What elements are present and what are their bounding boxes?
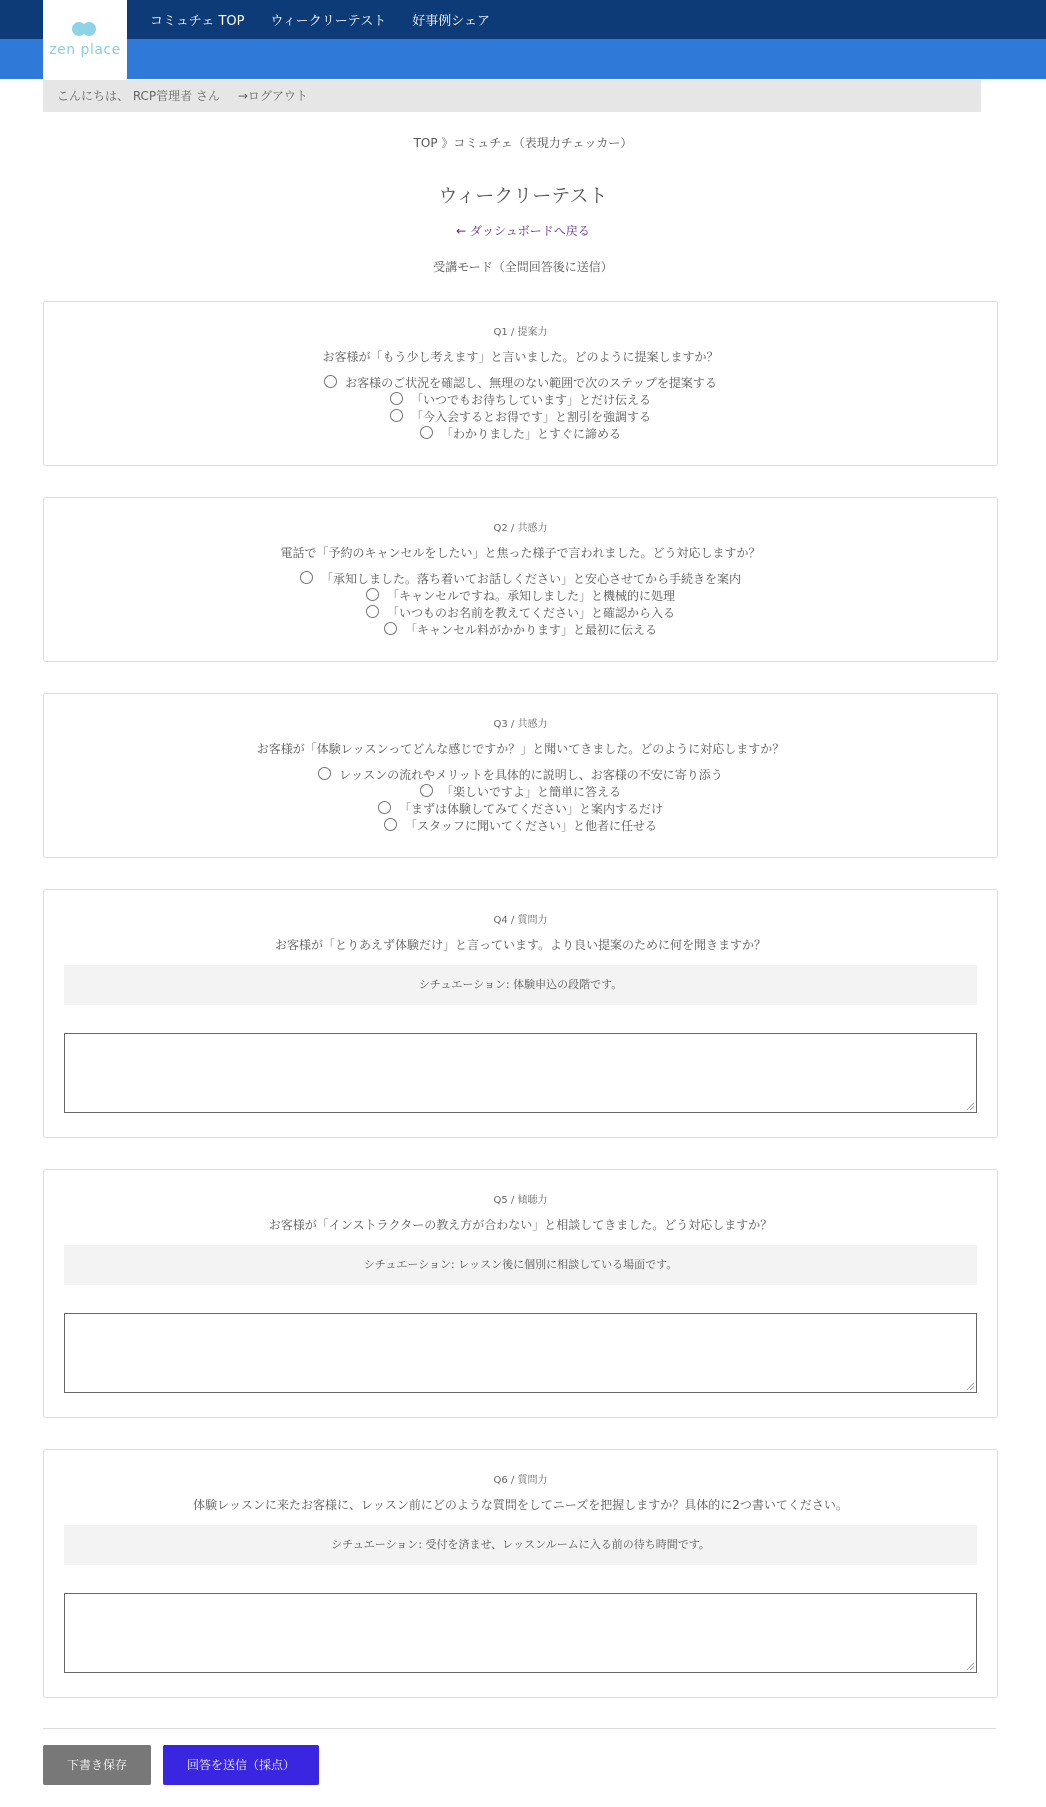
question-card-q4 (43, 889, 998, 1138)
question-label: Q2 / 共感力 (493, 523, 548, 534)
question-label: Q3 / 共感力 (493, 719, 548, 730)
sub-nav-bar (0, 39, 1046, 79)
logo-text: zen place (49, 42, 121, 58)
radio-icon[interactable] (420, 784, 433, 797)
nav-commuche-top[interactable]: コミュチェ TOP (150, 14, 245, 29)
greeting-text: こんにちは、 RCP管理者 さん (57, 89, 220, 103)
radio-icon[interactable] (300, 571, 313, 584)
back-to-dashboard-link[interactable]: ← ダッシュボードへ戻る (456, 224, 590, 238)
radio-icon[interactable] (384, 818, 397, 831)
question-text: お客様が「もう少し考えます」と言いました。どのように提案しますか？ (322, 350, 719, 364)
resize-handle-icon[interactable] (967, 1663, 974, 1670)
option-radio[interactable]: 「承知しました。落ち着いてお話しください」と安心させてから手続きを案内 (44, 571, 997, 588)
page-title: ウィークリーテスト (438, 185, 608, 207)
option-radio[interactable]: 「楽しいですよ」と簡単に答える (44, 784, 997, 801)
option-radio[interactable]: 「いつでもお待ちしています」とだけ伝える (44, 392, 997, 409)
radio-icon[interactable] (378, 801, 391, 814)
question-label: Q1 / 提案力 (493, 327, 548, 338)
radio-icon[interactable] (318, 767, 331, 780)
resize-handle-icon[interactable] (967, 1103, 974, 1110)
question-text: お客様が「体験レッスンってどんな感じですか？」と聞いてきました。どのように対応しますか？ (256, 742, 785, 756)
option-radio[interactable]: お客様のご状況を確認し、無理のない範囲で次のステップを提案する (44, 375, 997, 392)
greeting-bar (43, 80, 981, 112)
breadcrumb: TOP 》コミュチェ（表現力チェッカー） (413, 136, 633, 150)
option-radio[interactable]: 「わかりました」とすぐに諦める (44, 426, 997, 443)
radio-icon[interactable] (390, 392, 403, 405)
logo[interactable] (43, 0, 127, 79)
logout-link[interactable]: →ログアウト (237, 89, 308, 103)
mode-text: 受講モード（全問回答後に送信） (433, 260, 613, 274)
answer-textarea[interactable] (64, 1033, 977, 1113)
question-card-q6 (43, 1449, 998, 1698)
option-radio[interactable]: 「キャンセル料がかかります」と最初に伝える (44, 622, 997, 639)
question-text: 体験レッスンに来たお客様に、レッスン前にどのような質問をしてニーズを把握しますか？具体的に2つ書いてください。 (193, 1498, 848, 1512)
radio-icon[interactable] (366, 605, 379, 618)
question-label: Q6 / 質問力 (493, 1475, 548, 1486)
option-radio[interactable]: 「キャンセルですね。承知しました」と機械的に処理 (44, 588, 997, 605)
question-card-q3 (43, 693, 998, 858)
situation-box: シチュエーション: レッスン後に個別に相談している場面です。 (64, 1245, 977, 1285)
question-text: お客様が「インストラクターの教え方が合わない」と相談してきました。どう対応しますか？ (268, 1218, 773, 1232)
nav-weekly-test[interactable]: ウィークリーテスト (270, 14, 387, 29)
nav-good-practice-share[interactable]: 好事例シェア (412, 14, 490, 29)
option-radio[interactable]: 「スタッフに聞いてください」と他者に任せる (44, 818, 997, 835)
question-label: Q4 / 質問力 (493, 915, 548, 926)
option-radio[interactable]: 「今入会するとお得です」と割引を強調する (44, 409, 997, 426)
main-nav (150, 10, 490, 29)
question-label: Q5 / 傾聴力 (493, 1195, 548, 1206)
divider (43, 1728, 996, 1729)
question-card-q1 (43, 301, 998, 466)
logo-icon (72, 22, 98, 36)
option-radio[interactable]: 「まずは体験してみてください」と案内するだけ (44, 801, 997, 818)
save-draft-button[interactable]: 下書き保存 (43, 1745, 151, 1785)
question-text: お客様が「とりあえず体験だけ」と言っています。より良い提案のために何を聞きますか？ (274, 938, 767, 952)
resize-handle-icon[interactable] (967, 1383, 974, 1390)
question-text: 電話で「予約のキャンセルをしたい」と焦った様子で言われました。どう対応しますか？ (280, 546, 761, 560)
question-card-q2 (43, 497, 998, 662)
radio-icon[interactable] (366, 588, 379, 601)
question-card-q5 (43, 1169, 998, 1418)
radio-icon[interactable] (390, 409, 403, 422)
situation-box: シチュエーション: 体験申込の段階です。 (64, 965, 977, 1005)
radio-icon[interactable] (420, 426, 433, 439)
option-radio[interactable]: 「いつものお名前を教えてください」と確認から入る (44, 605, 997, 622)
radio-icon[interactable] (384, 622, 397, 635)
submit-answers-button[interactable]: 回答を送信（採点） (163, 1745, 319, 1785)
situation-box: シチュエーション: 受付を済ませ、レッスンルームに入る前の待ち時間です。 (64, 1525, 977, 1565)
radio-icon[interactable] (324, 375, 337, 388)
option-radio[interactable]: レッスンの流れやメリットを具体的に説明し、お客様の不安に寄り添う (44, 767, 997, 784)
answer-textarea[interactable] (64, 1593, 977, 1673)
answer-textarea[interactable] (64, 1313, 977, 1393)
